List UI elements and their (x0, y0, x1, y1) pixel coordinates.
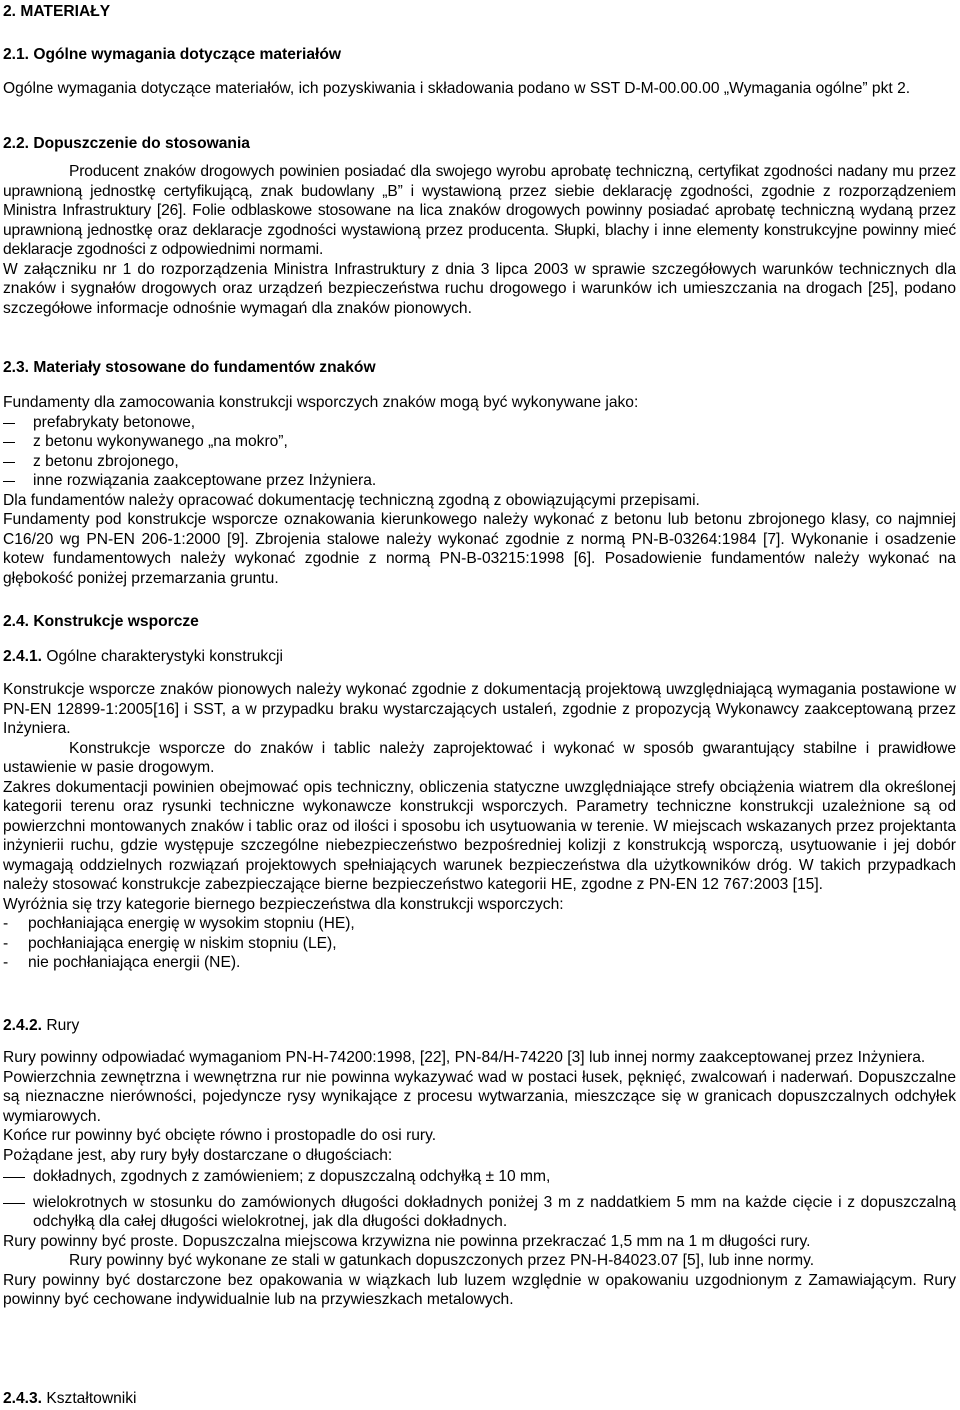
list-item: dokładnych, zgodnych z zamówieniem; z dopuszczalną odchyłką ± 10 mm, (3, 1167, 956, 1187)
s23-intro: Fundamenty dla zamocowania konstrukcji wsporczych znaków mogą być wykonywane jako: (3, 394, 639, 411)
s242-heading (3, 1016, 956, 1036)
s22-title: 2.2. Dopuszczenie do stosowania (3, 135, 250, 152)
list-item: - pochłaniająca energię w niskim stopniu (LE), (3, 934, 337, 952)
s241-p4: Wyróżnia się trzy kategorie biernego bezpieczeństwa dla konstrukcji wsporczych: (3, 895, 564, 913)
s23-p2: Fundamenty pod konstrukcje wsporcze oznakowania kierunkowego należy wykonać z betonu lub betonu zbrojonego klasy, co najmniej C16/20 wg PN-EN 206-1:2000 [9]. Zbrojenia stalowe należy wykonać zgodnie z normą PN-B-03264:1984 [7]. Wykonanie i osadzenie kotew fundamentowych należy wykonać zgodnie z normą PN-B-03215:1998 [6]. Posadowienie fundamentów należy wykonać na głębokość poniżej przemarzania gruntu. (3, 511, 956, 587)
list-item: inne rozwiązania zaakceptowane przez Inżyniera. (3, 471, 956, 491)
pipes-p1: Rury powinny odpowiadać wymaganiom PN-H-74200:1998, [22], PN-84/H-74220 [3] lub innej normy zaakceptowanej przez Inżyniera. (3, 1049, 926, 1066)
section-heading: 2. MATERIAŁY (3, 3, 111, 20)
list-item: z betonu wykonywanego „na mokro”, (3, 432, 956, 452)
s243-title: Kształtowniki (46, 1390, 137, 1407)
s23-title: 2.3. Materiały stosowane do fundamentów znaków (3, 359, 376, 376)
list-item: wielokrotnych w stosunku do zamówionych długości dokładnych poniżej 3 m z naddatkiem 5 mm na każde cięcie i z dopuszczalną odchyłką dla całej długości wielokrotnej, jak dla długości dokładnych. (3, 1193, 956, 1232)
s241-heading (3, 647, 956, 667)
pipes-p3: Końce rur powinny być obcięte równo i prostopadle do osi rury. (3, 1127, 437, 1144)
s22-body (3, 162, 956, 318)
s243-heading (3, 1389, 956, 1409)
s241-p3: Zakres dokumentacji powinien obejmować opis techniczny, obliczenia statyczne uwzględniające strefy obciążenia wiatrem dla określonej kategorii terenu oraz rysunki techniczne wykonawcze konstrukcji wsporczych. Parametry techniczne konstrukcji uzależnione są od powierzchni montowanych znaków i tablic oraz od ilości i sposobu ich usytuowania w terenie. W miejscach wskazanych przez projektanta inżynierii ruchu, gdzie występuje szczególne niebezpieczeństwo bezpośredniej kolizji z konstrukcją wsporczą, usytuowanie i jej dobór wymagają oddzielnych rozwiązań projektowych spełniających warunek bezpieczeństwa dla użytkowników dróg. W takich przypadkach należy stosować konstrukcje zabezpieczające bierne bezpieczeństwo kategorii HE, zgodne z PN-EN 12 767:2003 [15]. (3, 778, 956, 893)
pipes-p6: Rury powinny być wykonane ze stali w gatunkach dopuszczonych przez PN-H-84023.07 [5], lub inne normy. (69, 1252, 815, 1269)
s22-p2: W załączniku nr 1 do rozporządzenia Ministra Infrastruktury z dnia 3 lipca 2003 w sprawie szczegółowych warunków technicznych dla znaków i sygnałów drogowych oraz urządzeń bezpieczeństwa ruchu drogowego i warunków ich umieszczania na drogach [25], podano szczegółowe informacje odnośnie wymagań dla znaków pionowych. (3, 260, 956, 317)
s241-p2: Konstrukcje wsporcze do znaków i tablic należy zaprojektować i wykonać w sposób gwarantujący stabilne i prawidłowe ustawienie w pasie drogowym. (3, 739, 956, 776)
s23-p1: Dla fundamentów należy opracować dokumentację techniczną zgodną z obowiązującymi przepisami. (3, 491, 700, 509)
s23-body (3, 393, 956, 588)
s241-body (3, 680, 956, 973)
s22-p1: Producent znaków drogowych powinien posiadać dla swojego wyrobu aprobatę techniczną, certyfikat zgodności nadany mu przez uprawnioną jednostkę certyfikującą, znak budowlany „B” i wystawioną przez siebie deklarację zgodności, zgodnie z rozporządzeniem Ministra Infrastruktury [26]. (3, 163, 956, 219)
s242-body (3, 1048, 956, 1310)
list-item: z betonu zbrojonego, (3, 452, 956, 472)
list-item: prefabrykaty betonowe, (3, 413, 956, 433)
s242-number: 2.4.2. (3, 1017, 43, 1034)
s243-number: 2.4.3. (3, 1390, 43, 1407)
s241-p1: Konstrukcje wsporcze znaków pionowych należy wykonać zgodnie z dokumentacją projektową uwzględniającą wymagania postawione w PN-EN 12899-1:2005[16] i SST, a w przypadku braku wystarczających ustaleń, zgodnie z propozycją Wykonawcy zaakceptowaną przez Inżyniera. (3, 681, 956, 737)
s22-p1b: Folie odblaskowe stosowane na lica znaków drogowych powinny posiadać aprobatę techniczną wydaną przez uprawnioną jednostkę oraz deklaracje zgodności wystawioną przez producenta. (3, 202, 956, 239)
s24-title: 2.4. Konstrukcje wsporcze (3, 613, 199, 630)
list-item: - nie pochłaniająca energii (NE). (3, 954, 241, 971)
s241-number: 2.4.1. (3, 648, 43, 665)
s241-title: Ogólne charakterystyki konstrukcji (46, 648, 283, 665)
pipes-p5: Rury powinny być proste. Dopuszczalna miejscowa krzywizna nie powinna przekraczać 1,5 mm na 1 m długości rury. (3, 1232, 811, 1250)
s21-title: 2.1. Ogólne wymagania dotyczące materiałów (3, 46, 341, 63)
pipes-p2: Powierzchnia zewnętrzna i wewnętrzna rur nie powinna wykazywać wad w postaci łusek, pęknięć, zwalcowań i naderwań. Dopuszczalne są nieznaczne nierówności, pojedyncze rysy wynikające z procesu wytwarzania, mieszczące się w granicach dopuszczalnych odchyłek wymiarowych. (3, 1068, 956, 1125)
s22-p1c: Słupki, blachy i inne elementy konstrukcyjne powinny mieć deklaracje zgodności z odpowiednimi normami. (3, 221, 956, 258)
pipes-p7: Rury powinny być dostarczone bez opakowania w wiązkach lub luzem względnie w opakowaniu uzgodnionym z Zamawiającym. Rury powinny być cechowane indywidualnie lub na przywieszkach metalowych. (3, 1271, 956, 1308)
s242-title: Rury (46, 1017, 80, 1034)
list-item: - pochłaniająca energię w wysokim stopniu (HE), (3, 915, 355, 932)
pipes-p4: Pożądane jest, aby rury były dostarczane o długościach: (3, 1146, 393, 1164)
s21-text: Ogólne wymagania dotyczące materiałów, ich pozyskiwania i składowania podano w SST D-M-00.00.00 „Wymagania ogólne” pkt 2. (3, 80, 911, 97)
